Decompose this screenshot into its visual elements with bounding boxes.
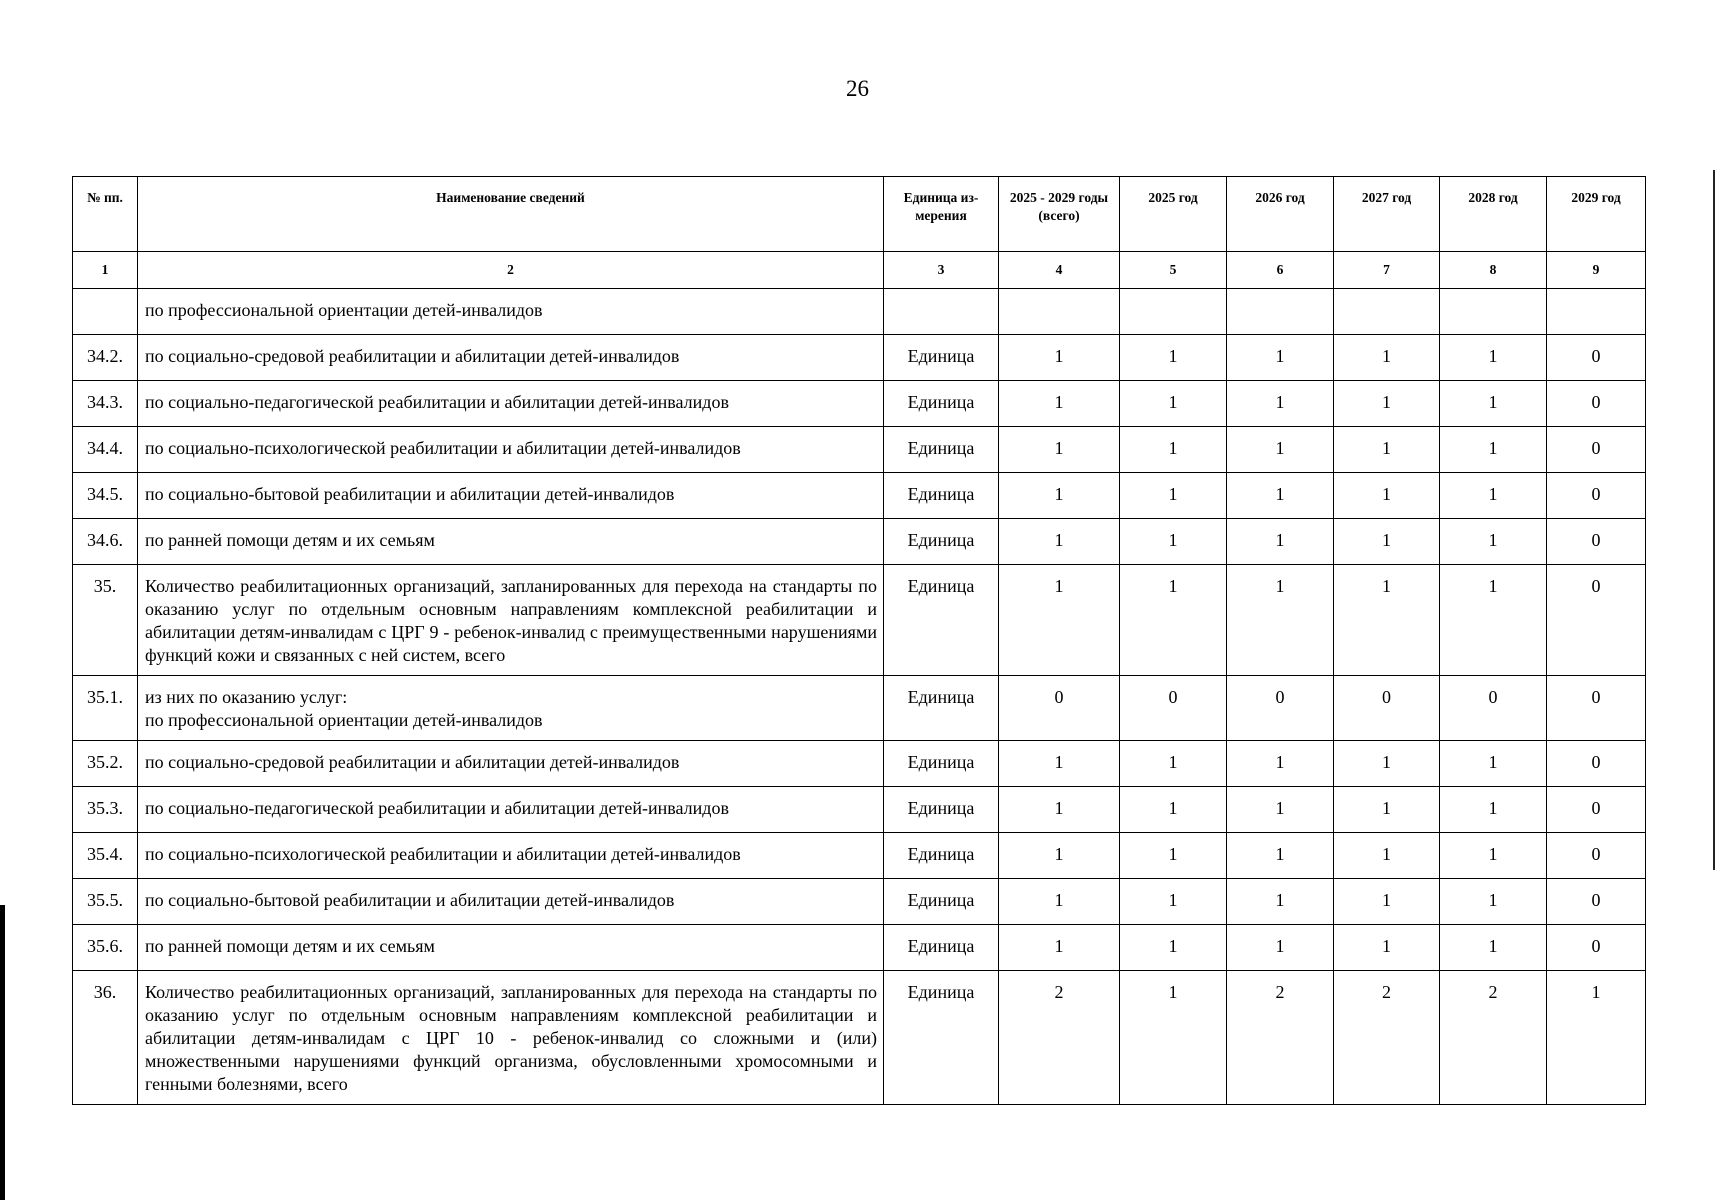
row-value-cell: 0 [1547, 925, 1646, 971]
row-value-cell: 1 [1440, 381, 1547, 427]
row-unit-cell: Единица [884, 971, 999, 1105]
row-value-cell: 1 [999, 565, 1120, 676]
row-value-cell: 1 [1334, 335, 1440, 381]
row-value-cell: 1 [1440, 427, 1547, 473]
row-name-cell: по профессиональной ориентации детей-инвалидов [138, 289, 884, 335]
row-value-cell: 1 [1120, 381, 1227, 427]
row-value-cell: 1 [1227, 925, 1334, 971]
row-value-cell: 1 [999, 473, 1120, 519]
row-name-cell: по социально-педагогической реабилитации и абилитации детей-инвалидов [138, 787, 884, 833]
row-name-cell: по социально-педагогической реабилитации и абилитации детей-инвалидов [138, 381, 884, 427]
row-name-cell: по социально-средовой реабилитации и абилитации детей-инвалидов [138, 741, 884, 787]
header-cell-total: 2025 - 2029 годы (всего) [999, 177, 1120, 252]
row-unit-cell: Единица [884, 381, 999, 427]
table-row [73, 289, 1646, 335]
row-value-cell: 1 [1440, 925, 1547, 971]
row-value-cell: 1 [1334, 473, 1440, 519]
row-value-cell: 1 [999, 879, 1120, 925]
row-value-cell: 1 [999, 427, 1120, 473]
header-cell-2029: 2029 год [1547, 177, 1646, 252]
row-name-cell: по ранней помощи детям и их семьям [138, 519, 884, 565]
row-value-cell: 1 [1120, 335, 1227, 381]
row-value-cell: 1 [1227, 473, 1334, 519]
header-cell-unit: Единица из-мерения [884, 177, 999, 252]
row-value-cell [999, 289, 1120, 335]
row-number-cell: 34.5. [73, 473, 138, 519]
row-value-cell: 1 [1334, 879, 1440, 925]
row-unit-cell: Единица [884, 676, 999, 741]
row-value-cell: 0 [1547, 335, 1646, 381]
table-row [73, 833, 1646, 879]
data-table [72, 176, 1646, 1105]
row-value-cell: 1 [1547, 971, 1646, 1105]
row-value-cell: 2 [1227, 971, 1334, 1105]
column-number: 8 [1440, 252, 1547, 289]
row-value-cell: 0 [1440, 676, 1547, 741]
row-value-cell: 1 [1334, 427, 1440, 473]
row-value-cell: 1 [1334, 565, 1440, 676]
row-value-cell: 1 [1227, 565, 1334, 676]
header-cell-2025: 2025 год [1120, 177, 1227, 252]
column-number: 3 [884, 252, 999, 289]
row-number-cell: 35.3. [73, 787, 138, 833]
row-unit-cell: Единица [884, 741, 999, 787]
column-number-row [73, 252, 1646, 289]
row-value-cell: 0 [1547, 879, 1646, 925]
row-unit-cell: Единица [884, 787, 999, 833]
row-number-cell: 34.4. [73, 427, 138, 473]
row-value-cell: 1 [999, 381, 1120, 427]
row-value-cell: 1 [999, 335, 1120, 381]
row-value-cell: 1 [1440, 519, 1547, 565]
row-value-cell: 1 [1120, 879, 1227, 925]
row-number-cell: 35.1. [73, 676, 138, 741]
row-name-cell: по социально-психологической реабилитации и абилитации детей-инвалидов [138, 833, 884, 879]
row-unit-cell: Единица [884, 925, 999, 971]
row-value-cell: 0 [1547, 473, 1646, 519]
row-value-cell: 1 [999, 925, 1120, 971]
row-number-cell [73, 289, 138, 335]
column-number: 5 [1120, 252, 1227, 289]
row-number-cell: 35.2. [73, 741, 138, 787]
header-cell-name: Наименование сведений [138, 177, 884, 252]
header-cell-2026: 2026 год [1227, 177, 1334, 252]
row-value-cell: 1 [1334, 519, 1440, 565]
row-value-cell: 1 [1120, 833, 1227, 879]
column-number: 2 [138, 252, 884, 289]
row-value-cell: 2 [999, 971, 1120, 1105]
table-row [73, 787, 1646, 833]
row-value-cell: 1 [1227, 787, 1334, 833]
row-name-cell: Количество реабилитационных организаций, запланированных для перехода на стандарты по оказанию услуг по отдельным основным направлениям комплексной реабилитации и абилитации детям-инвалидам с ЦРГ 9 - ребенок-инвалид с преимущественными нарушениями функций кожи и связанных с ней систем, всего [138, 565, 884, 676]
row-value-cell: 0 [1547, 741, 1646, 787]
row-value-cell: 1 [1227, 335, 1334, 381]
row-value-cell: 1 [1120, 925, 1227, 971]
table-row [73, 381, 1646, 427]
row-value-cell: 1 [1334, 787, 1440, 833]
row-unit-cell: Единица [884, 833, 999, 879]
table-row [73, 519, 1646, 565]
row-number-cell: 35.6. [73, 925, 138, 971]
row-number-cell: 35.4. [73, 833, 138, 879]
row-value-cell [1547, 289, 1646, 335]
column-number: 6 [1227, 252, 1334, 289]
table-body [73, 289, 1646, 1105]
row-value-cell: 1 [1440, 741, 1547, 787]
row-value-cell: 1 [1120, 519, 1227, 565]
table-header-row [73, 177, 1646, 252]
row-value-cell: 0 [1547, 427, 1646, 473]
table-row [73, 565, 1646, 676]
row-value-cell: 0 [1547, 519, 1646, 565]
row-value-cell: 0 [1227, 676, 1334, 741]
row-value-cell: 0 [1547, 787, 1646, 833]
row-name-cell: по ранней помощи детям и их семьям [138, 925, 884, 971]
row-unit-cell: Единица [884, 473, 999, 519]
row-value-cell [1227, 289, 1334, 335]
row-value-cell: 1 [1120, 565, 1227, 676]
header-cell-number: № пп. [73, 177, 138, 252]
row-value-cell: 1 [999, 833, 1120, 879]
column-number: 9 [1547, 252, 1646, 289]
row-value-cell: 1 [1440, 335, 1547, 381]
row-value-cell: 1 [1227, 879, 1334, 925]
table-row [73, 676, 1646, 741]
row-value-cell [1440, 289, 1547, 335]
row-value-cell: 1 [1227, 741, 1334, 787]
row-unit-cell: Единица [884, 335, 999, 381]
row-value-cell: 1 [1334, 925, 1440, 971]
row-unit-cell: Единица [884, 879, 999, 925]
table-row [73, 925, 1646, 971]
row-value-cell: 1 [1227, 427, 1334, 473]
row-value-cell: 0 [999, 676, 1120, 741]
page-number: 26 [846, 76, 869, 101]
header-cell-2028: 2028 год [1440, 177, 1547, 252]
table-row [73, 427, 1646, 473]
row-value-cell: 1 [1440, 565, 1547, 676]
row-unit-cell: Единица [884, 519, 999, 565]
table-row [73, 741, 1646, 787]
row-value-cell: 1 [1120, 787, 1227, 833]
row-value-cell: 0 [1334, 676, 1440, 741]
row-name-cell: из них по оказанию услуг: по профессиональной ориентации детей-инвалидов [138, 676, 884, 741]
row-value-cell: 2 [1440, 971, 1547, 1105]
table-row [73, 879, 1646, 925]
row-value-cell: 1 [999, 519, 1120, 565]
row-value-cell: 1 [1334, 833, 1440, 879]
row-unit-cell [884, 289, 999, 335]
row-value-cell: 2 [1334, 971, 1440, 1105]
row-value-cell: 0 [1547, 676, 1646, 741]
row-name-cell: по социально-средовой реабилитации и абилитации детей-инвалидов [138, 335, 884, 381]
row-number-cell: 36. [73, 971, 138, 1105]
row-value-cell [1334, 289, 1440, 335]
row-value-cell: 1 [1334, 381, 1440, 427]
row-value-cell: 1 [1440, 833, 1547, 879]
row-value-cell: 1 [1120, 473, 1227, 519]
row-value-cell: 0 [1547, 833, 1646, 879]
row-name-cell: по социально-бытовой реабилитации и абилитации детей-инвалидов [138, 473, 884, 519]
column-number: 7 [1334, 252, 1440, 289]
table-row [73, 971, 1646, 1105]
table-row [73, 473, 1646, 519]
row-number-cell: 35. [73, 565, 138, 676]
row-unit-cell: Единица [884, 565, 999, 676]
row-value-cell: 1 [999, 741, 1120, 787]
row-value-cell: 1 [1440, 473, 1547, 519]
table-row [73, 335, 1646, 381]
row-value-cell: 1 [999, 787, 1120, 833]
row-number-cell: 34.3. [73, 381, 138, 427]
row-unit-cell: Единица [884, 427, 999, 473]
row-value-cell: 1 [1120, 741, 1227, 787]
row-value-cell: 1 [1440, 879, 1547, 925]
row-name-cell: по социально-бытовой реабилитации и абилитации детей-инвалидов [138, 879, 884, 925]
row-value-cell: 0 [1547, 381, 1646, 427]
row-name-cell: Количество реабилитационных организаций, запланированных для перехода на стандарты по оказанию услуг по отдельным основным направлениям комплексной реабилитации и абилитации детям-инвалидам с ЦРГ 10 - ребенок-инвалид со сложными и (или) множественными нарушениями функций организма, обусловленными хромосомными и генными болезнями, всего [138, 971, 884, 1105]
column-number: 4 [999, 252, 1120, 289]
row-value-cell [1120, 289, 1227, 335]
scan-edge-left [0, 905, 5, 1200]
row-value-cell: 1 [1227, 381, 1334, 427]
row-value-cell: 0 [1547, 565, 1646, 676]
row-value-cell: 1 [1227, 519, 1334, 565]
row-value-cell: 1 [1120, 427, 1227, 473]
row-number-cell: 34.2. [73, 335, 138, 381]
row-value-cell: 1 [1440, 787, 1547, 833]
column-number: 1 [73, 252, 138, 289]
row-value-cell: 1 [1120, 971, 1227, 1105]
row-number-cell: 34.6. [73, 519, 138, 565]
header-cell-2027: 2027 год [1334, 177, 1440, 252]
row-value-cell: 1 [1334, 741, 1440, 787]
row-name-cell: по социально-психологической реабилитации и абилитации детей-инвалидов [138, 427, 884, 473]
row-value-cell: 1 [1227, 833, 1334, 879]
row-value-cell: 0 [1120, 676, 1227, 741]
row-number-cell: 35.5. [73, 879, 138, 925]
